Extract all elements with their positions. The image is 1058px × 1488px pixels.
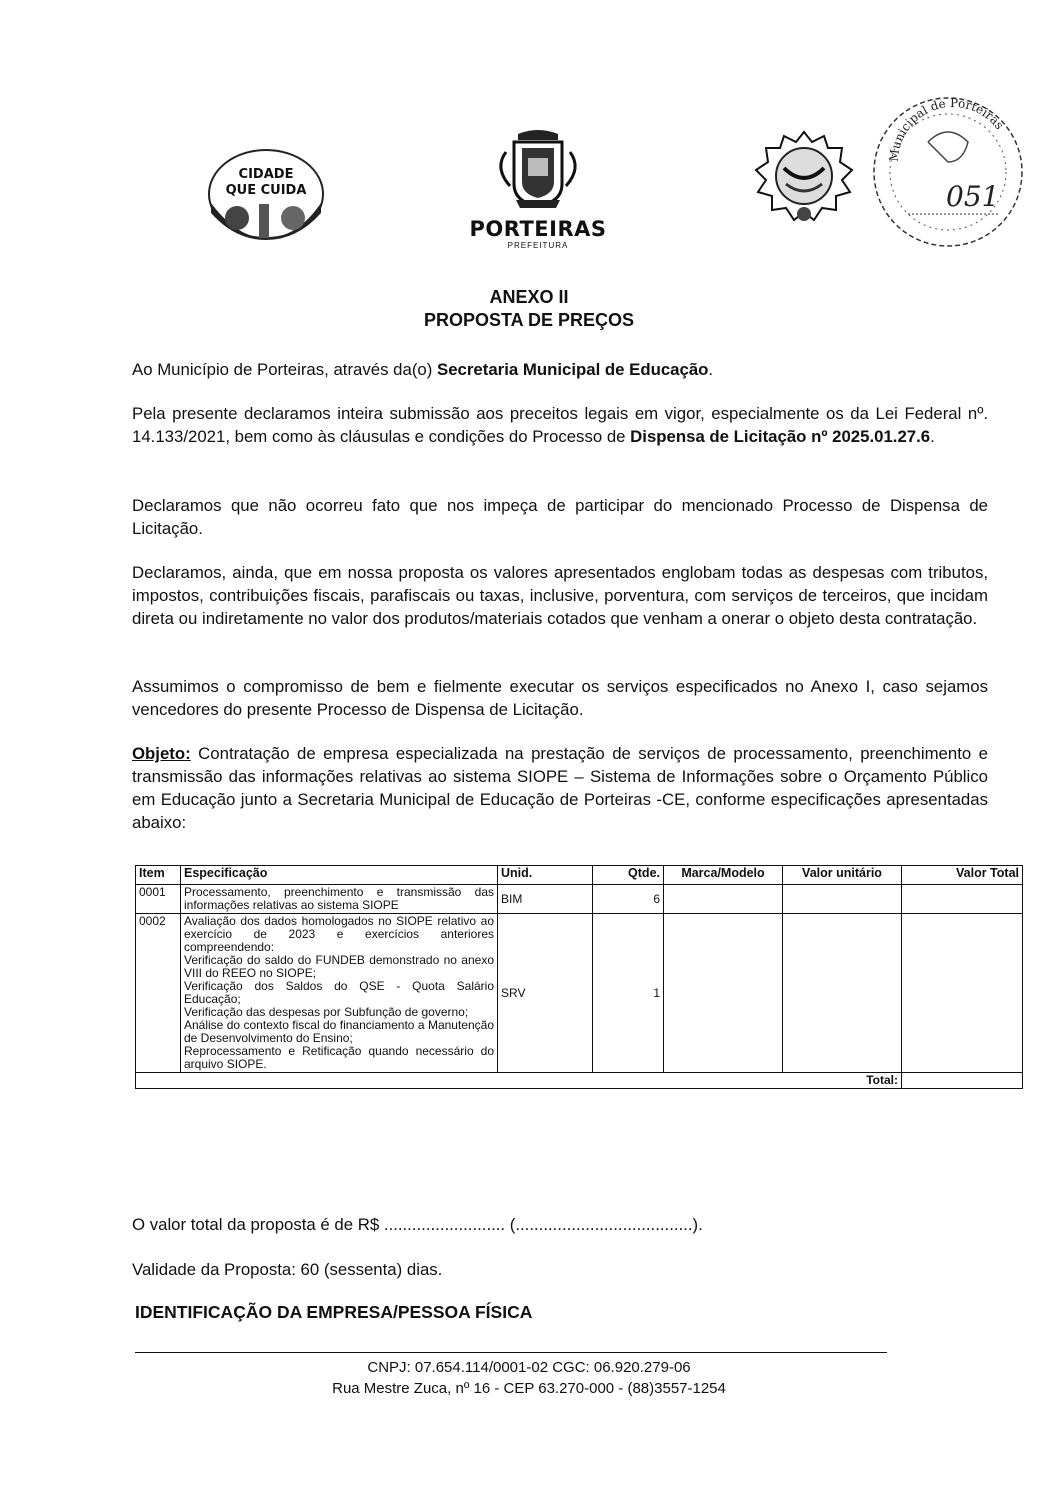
row-item: 0002 xyxy=(136,914,181,1073)
table-row xyxy=(136,885,1023,914)
spec-line: Verificação do saldo do FUNDEB demonstrado no anexo VIII do REEO no SIOPE; xyxy=(184,953,494,980)
row-marca-input[interactable] xyxy=(664,885,783,914)
svg-text:051: 051 xyxy=(946,180,1000,213)
declaration-submission-text: Pela presente declaramos inteira submissão aos preceitos legais em vigor, especialmente os da Lei Federal nº. 14.133/2021, bem como às cláusulas e condições do Processo de xyxy=(132,404,988,446)
total-label: Total: xyxy=(136,1073,902,1089)
declaration-commitment: Assumimos o compromisso de bem e fielmente executar os serviços especificados no Anexo I, caso sejamos vencedores do presente Processo de Dispensa de Licitação. xyxy=(132,677,988,719)
identificacao-heading: IDENTIFICAÇÃO DA EMPRESA/PESSOA FÍSICA xyxy=(135,1302,533,1322)
header-item: Item xyxy=(136,866,181,885)
declaration-submission-suffix: . xyxy=(930,427,935,446)
spec-line: Processamento, preenchimento e transmissão das informações relativas ao sistema SIOPE xyxy=(184,885,494,912)
row-spec xyxy=(181,914,498,1073)
anniversary-seal-icon xyxy=(754,128,854,228)
intro-paragraph xyxy=(132,358,988,381)
header-qtde: Qtde. xyxy=(593,866,664,885)
row-item: 0001 xyxy=(136,885,181,914)
row-qtde: 1 xyxy=(593,914,664,1073)
validade-line: Validade da Proposta: 60 (sessenta) dias. xyxy=(132,1260,443,1279)
table-header-row xyxy=(136,866,1023,885)
row-spec xyxy=(181,885,498,914)
header-spec: Especificação xyxy=(181,866,498,885)
porteiras-crest-icon xyxy=(488,128,588,210)
spec-line: Avaliação dos dados homologados no SIOPE relativo ao exercício de 2023 e exercícios anteriores compreendendo: xyxy=(184,914,494,954)
header-valor-total: Valor Total xyxy=(902,866,1023,885)
annex-number: ANEXO II xyxy=(489,287,569,307)
intro-prefix: Ao Município de Porteiras, através da(o) xyxy=(132,360,438,379)
row-valor-unitario-input[interactable] xyxy=(783,885,902,914)
objeto-text: Contratação de empresa especializada na prestação de serviços de processamento, preenchimento e transmissão das informações relativas ao sistema SIOPE – Sistema de Informações sobre o Orçamento Público em Educação junto a Secretaria Municipal de Educação de Porteiras -CE, conforme especificações apresentadas abaixo: xyxy=(132,744,988,832)
row-qtde: 6 xyxy=(593,885,664,914)
total-value-input[interactable] xyxy=(902,1073,1023,1089)
total-row xyxy=(136,1073,1023,1089)
objeto-label: Objeto: xyxy=(132,744,191,763)
footer-cnpj: CNPJ: 07.654.114/0001-02 CGC: 06.920.279-06 xyxy=(367,1359,691,1376)
items-table xyxy=(135,865,1023,1089)
header-marca: Marca/Modelo xyxy=(664,866,783,885)
spec-line: Verificação das despesas por Subfunção de governo; xyxy=(184,1005,469,1019)
annex-title xyxy=(0,286,1058,332)
svg-text:CIDADE: CIDADE xyxy=(238,167,294,182)
protocol-stamp xyxy=(868,92,1028,252)
row-marca-input[interactable] xyxy=(664,914,783,1073)
dispensa-number: Dispensa de Licitação nº 2025.01.27.6 xyxy=(630,427,931,446)
row-unid: BIM xyxy=(498,885,593,914)
table-row xyxy=(136,914,1023,1073)
header-valor-unitario: Valor unitário xyxy=(783,866,902,885)
footer-address: Rua Mestre Zuca, nº 16 - CEP 63.270-000 - (88)3557-1254 xyxy=(332,1380,726,1397)
row-unid: SRV xyxy=(498,914,593,1073)
secretaria-name: Secretaria Municipal de Educação xyxy=(437,360,709,379)
objeto-paragraph xyxy=(132,742,988,834)
spec-line: Análise do contexto fiscal do financiamento a Manutenção de Desenvolvimento do Ensino; xyxy=(184,1018,494,1045)
footer-divider xyxy=(135,1352,887,1353)
porteiras-logo xyxy=(458,128,618,256)
cidade-que-cuida-logo xyxy=(207,148,325,240)
header-unid: Unid. xyxy=(498,866,593,885)
row-valor-unitario-input[interactable] xyxy=(783,914,902,1073)
declaration-submission xyxy=(132,402,988,448)
brand-subtitle: PREFEITURA xyxy=(507,241,569,250)
spec-line: Verificação dos Saldos do QSE - Quota Salário Educação; xyxy=(184,979,494,1006)
declaration-no-impediment: Declaramos que não ocorreu fato que nos impeça de participar do mencionado Processo de Dispensa de Licitação. xyxy=(132,496,988,538)
declaration-values: Declaramos, ainda, que em nossa proposta os valores apresentados englobam todas as despesas com tributos, impostos, contribuições fiscais, parafiscais ou taxas, inclusive, porventura, com serviços de terceiros, que incidam direta ou indiretamente no valor dos produtos/materiais cotados que venham a onerar o objeto desta contratação. xyxy=(132,563,988,628)
row-valor-total-input[interactable] xyxy=(902,885,1023,914)
svg-text:QUE CUIDA: QUE CUIDA xyxy=(225,183,307,198)
spec-line: Reprocessamento e Retificação quando necessário do arquivo SIOPE. xyxy=(184,1044,494,1071)
annex-subtitle: PROPOSTA DE PREÇOS xyxy=(423,310,635,330)
intro-suffix: . xyxy=(708,360,714,379)
row-valor-total-input[interactable] xyxy=(902,914,1023,1073)
svg-text:Municipal de Porteiras: Municipal de Porteiras xyxy=(886,95,1007,163)
brand-name: PORTEIRAS xyxy=(469,217,607,241)
valor-total-line: O valor total da proposta é de R$ .......................... (......................................). xyxy=(132,1215,703,1234)
